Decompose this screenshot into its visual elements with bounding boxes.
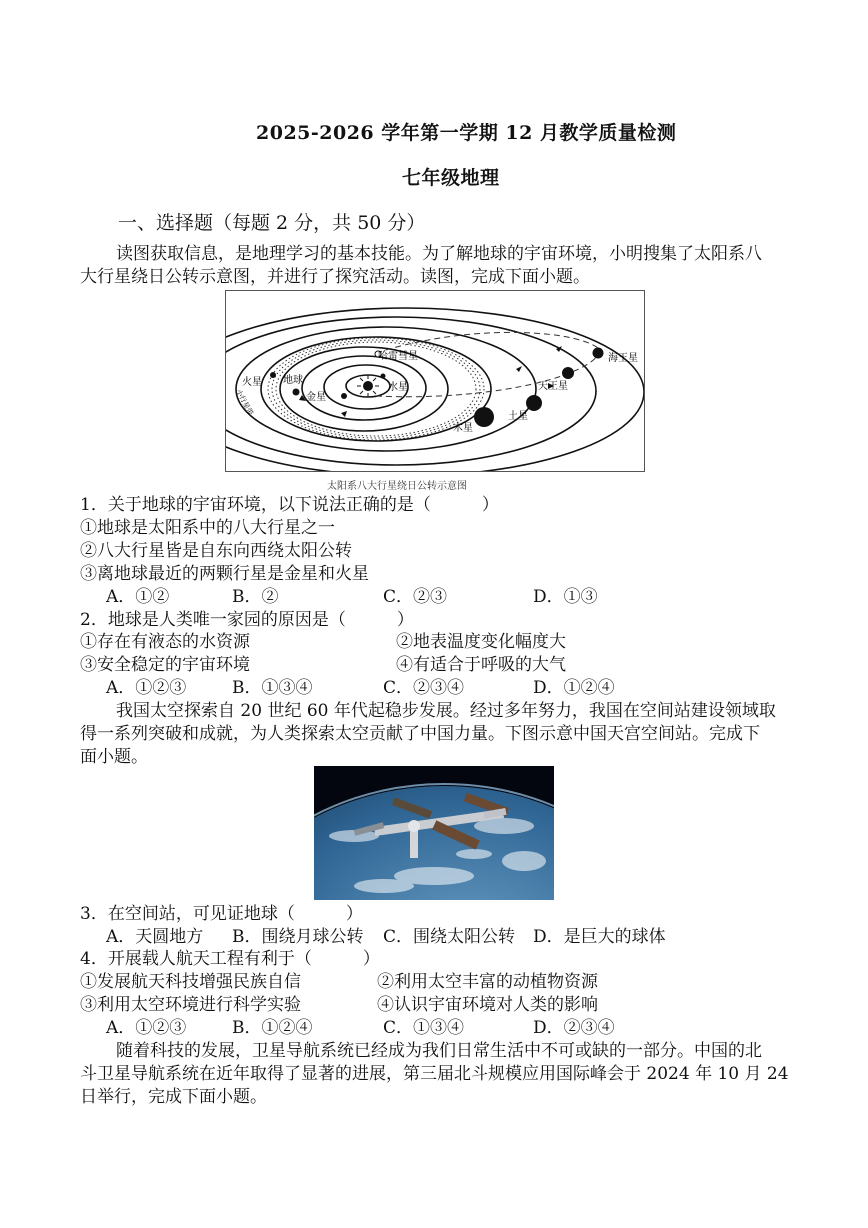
label-venus: 金星 <box>306 392 326 403</box>
answer-option-b[interactable]: B．①③④ <box>232 678 313 698</box>
exam-title: 2025-2026 学年第一学期 12 月教学质量检测 <box>256 122 677 144</box>
label-saturn: 土星 <box>508 411 528 422</box>
label-uranus: 天王星 <box>538 381 568 392</box>
answer-option-a[interactable]: A．①②③ <box>106 1018 187 1038</box>
answer-option-d[interactable]: D．①②④ <box>533 678 615 698</box>
question-stem: 3．在空间站，可见证地球（ ） <box>80 904 363 924</box>
question-stem: 2．地球是人类唯一家园的原因是（ ） <box>80 610 414 630</box>
statement-item: ②地表温度变化幅度大 <box>396 632 566 652</box>
sun-icon <box>363 381 373 391</box>
answer-option-a[interactable]: A．①② <box>106 587 170 607</box>
intro-paragraph-line: 大行星绕日公转示意图，并进行了探究活动。读图，完成下面小题。 <box>80 267 590 287</box>
answer-option-b[interactable]: B．② <box>232 587 279 607</box>
statement-item: ④有适合于呼吸的大气 <box>396 655 566 675</box>
exam-subject: 七年级地理 <box>402 167 500 189</box>
statement-item: ③利用太空环境进行科学实验 <box>80 995 301 1015</box>
label-jupiter: 木星 <box>453 423 473 434</box>
answer-option-d[interactable]: D．②③④ <box>533 1018 615 1038</box>
solar-system-diagram <box>226 291 644 471</box>
label-earth: 地球 <box>283 375 303 386</box>
answer-option-d[interactable]: D．是巨大的球体 <box>533 927 666 947</box>
answer-option-c[interactable]: C．②③ <box>383 587 448 607</box>
answer-option-d[interactable]: D．①③ <box>533 587 598 607</box>
statement-item: ③安全稳定的宇宙环境 <box>80 655 250 675</box>
answer-option-a[interactable]: A．①②③ <box>106 678 187 698</box>
label-halley-comet: 哈雷彗星 <box>378 351 418 362</box>
intro-paragraph-line: 随着科技的发展，卫星导航系统已经成为我们日常生活中不可或缺的一部分。中国的北 <box>116 1041 762 1061</box>
statement-item: ③离地球最近的两颗行星是金星和火星 <box>80 564 369 584</box>
answer-option-c[interactable]: C．①③④ <box>383 1018 465 1038</box>
statement-item: ②八大行星皆是自东向西绕太阳公转 <box>80 541 352 561</box>
label-asteroid-belt: 小行星带 <box>234 388 255 417</box>
answer-option-b[interactable]: B．①②④ <box>232 1018 313 1038</box>
statement-item: ①地球是太阳系中的八大行星之一 <box>80 518 335 538</box>
intro-paragraph-line: 我国太空探索自 20 世纪 60 年代起稳步发展。经过多年努力，我国在空间站建设领域取 <box>116 701 776 721</box>
label-mercury: 水星 <box>388 382 408 393</box>
figure-caption: 太阳系八大行星绕日公转示意图 <box>327 481 467 492</box>
space-station-image <box>314 766 554 900</box>
section-heading: 一、选择题（每题 2 分，共 50 分） <box>118 212 426 234</box>
intro-paragraph-line: 面小题。 <box>80 747 148 767</box>
intro-paragraph-line: 得一系列突破和成就，为人类探索太空贡献了中国力量。下图示意中国天宫空间站。完成下 <box>80 724 760 744</box>
answer-option-c[interactable]: C．②③④ <box>383 678 465 698</box>
statement-item: ①存在有液态的水资源 <box>80 632 250 652</box>
label-neptune: 海王星 <box>608 353 638 364</box>
statement-item: ①发展航天科技增强民族自信 <box>80 972 301 992</box>
statement-item: ④认识宇宙环境对人类的影响 <box>377 995 598 1015</box>
answer-option-c[interactable]: C．围绕太阳公转 <box>383 927 516 947</box>
solar-system-figure <box>225 290 645 472</box>
question-stem: 1．关于地球的宇宙环境，以下说法正确的是（ ） <box>80 495 499 515</box>
intro-paragraph-line: 日举行，完成下面小题。 <box>80 1087 267 1107</box>
label-mars: 火星 <box>242 377 262 388</box>
intro-paragraph-line: 斗卫星导航系统在近年取得了显著的进展，第三届北斗规模应用国际峰会于 2024 年 10 月 24 <box>80 1064 789 1084</box>
answer-option-a[interactable]: A．天圆地方 <box>106 927 204 947</box>
question-stem: 4．开展载人航天工程有利于（ ） <box>80 949 380 969</box>
intro-paragraph-line: 读图获取信息，是地理学习的基本技能。为了解地球的宇宙环境，小明搜集了太阳系八 <box>116 244 762 264</box>
answer-option-b[interactable]: B．围绕月球公转 <box>232 927 364 947</box>
statement-item: ②利用太空丰富的动植物资源 <box>377 972 598 992</box>
